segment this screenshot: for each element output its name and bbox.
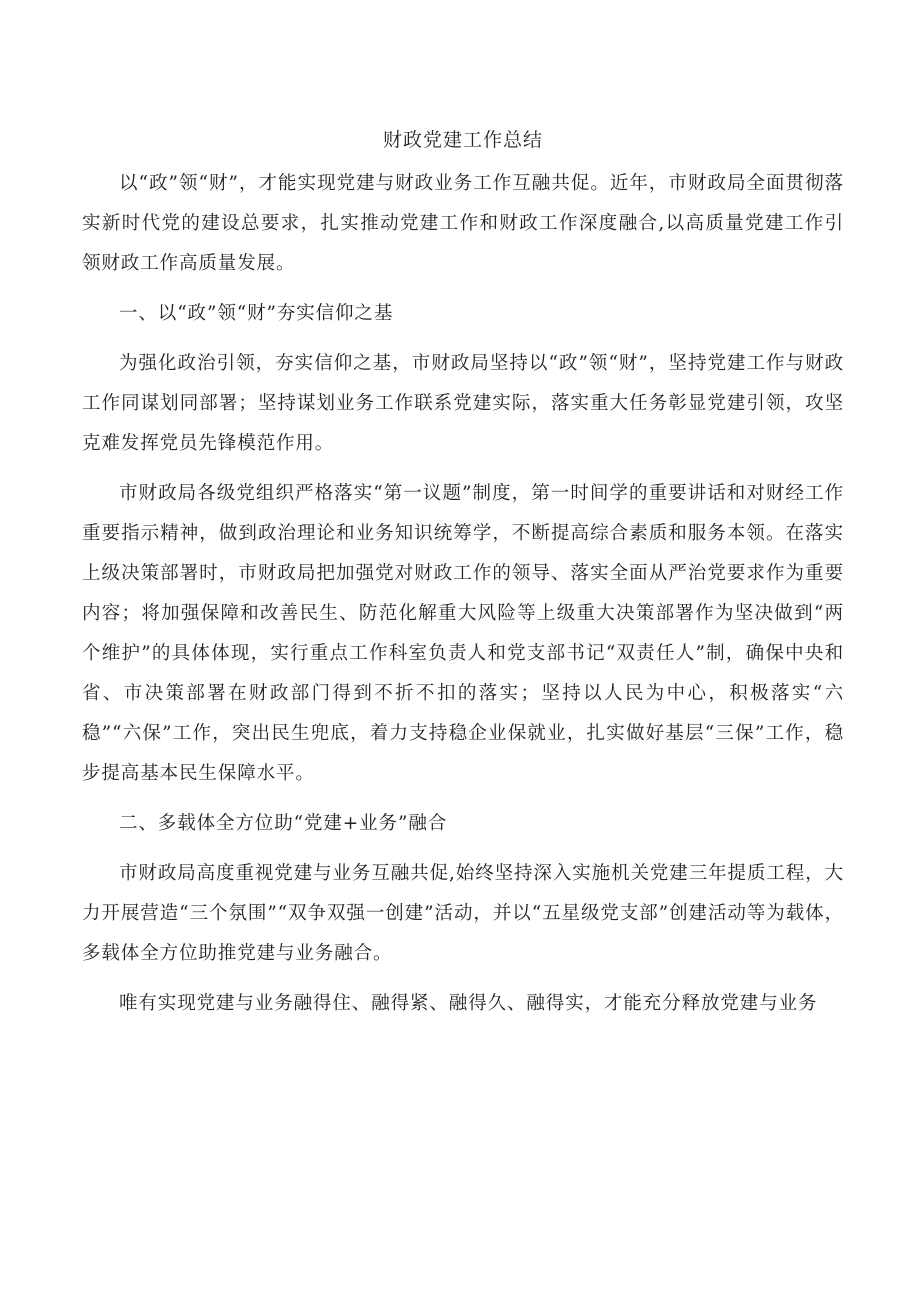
section-1-paragraph-2: 市财政局各级党组织严格落实“第一议题”制度，第一时间学的重要讲话和对财经工作重要指示精神，做到政治理论和业务知识统筹学，不断提高综合素质和服务本领。在落实上级决策部署时，市财政局把加强党对财政工作的领导、落实全面从严治党要求作为重要内容；将加强保障和改善民生、防范化解重大风险等上级重大决策部署作为坚决做到“两个维护”的具体体现，实行重点工作科室负责人和党支部书记“双责任人”制，确保中央和省、市决策部署在财政部门得到不折不扣的落实；坚持以人民为中心，积极落实“六稳”“六保”工作，突出民生兜底，着力支持稳企业保就业，扎实做好基层“三保”工作，稳步提高基本民生保障水平。: [82, 483, 844, 784]
intro-paragraph: 以“政”领“财”，才能实现党建与财政业务工作互融共促。近年，市财政局全面贯彻落实新时代党的建设总要求，扎实推动党建工作和财政工作深度融合,以高质量党建工作引领财政工作高质量发展。: [82, 173, 844, 274]
document-title: 财政党建工作总结: [382, 129, 543, 151]
section-1-paragraph-1: 为强化政治引领，夯实信仰之基，市财政局坚持以“政”领“财”，坚持党建工作与财政工作同谋划同部署；坚持谋划业务工作联系党建实际，落实重大任务彰显党建引领，攻坚克难发挥党员先锋模范作用。: [82, 353, 844, 454]
section-heading-1: 一、以“政”领“财”夯实信仰之基: [119, 303, 394, 324]
section-2-paragraph-1: 市财政局高度重视党建与业务互融共促,始终坚持深入实施机关党建三年提质工程，大力开展营造“三个氛围”“双争双强一创建”活动，并以“五星级党支部”创建活动等为载体，多载体全方位助推党建与业务融合。: [82, 863, 844, 964]
document-body: [82, 124, 844, 1034]
section-heading-2: 二、多载体全方位助“党建+业务”融合: [119, 813, 448, 834]
section-2-paragraph-2: 唯有实现党建与业务融得住、融得紧、融得久、融得实，才能充分释放党建与业务: [119, 993, 818, 1014]
